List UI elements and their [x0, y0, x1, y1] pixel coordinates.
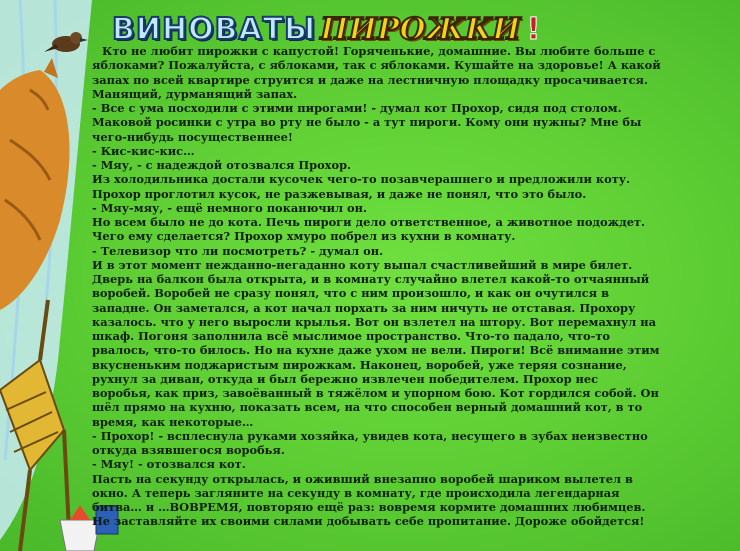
story-line: Прохор проглотил кусок, не разжевывая, и даже не понял, что это было.: [92, 186, 587, 201]
story-line: воробья, как приз, завоёванный в тяжёлом и упорном бою. Кот гордился собой. Он: [92, 386, 659, 400]
story-line: И в этот момент нежданно-негаданно коту выпал счастливейший в мире билет.: [92, 257, 633, 272]
story-line: Из холодильника достали кусочек чего-то позавчерашнего и предложили коту.: [92, 172, 631, 187]
story-line: Кто не любит пирожки с капустой! Горяченькие, домашние. Вы любите больше с: [102, 44, 656, 58]
story-line: шкаф. Погоня заполнила всё мыслимое пространство. Что-то падало, что-то: [92, 329, 611, 343]
title-part-pies: ПИРОЖКИ: [320, 11, 521, 47]
story-line: казалось. что у него выросли крылья. Вот он взлетел на штору. Вот перемахнул на: [92, 314, 656, 329]
story-line: - Прохор! - всплеснула руками хозяйка, увидев кота, несущего в зубах неизвестно: [92, 428, 648, 443]
story-line: - Телевизор что ли посмотреть? - думал он.: [92, 243, 384, 258]
story-line: окно. А теперь загляните на секунду в комнату, где происходила легендарная: [92, 485, 620, 500]
story-line: - Мяу-мяу, - ещё немного поканючил он.: [92, 200, 367, 215]
story-line: - Мяу, - с надеждой отозвался Прохор.: [92, 158, 351, 172]
story-line: - Кис-кис-кис…: [92, 143, 195, 158]
story-line: Пасть на секунду открылась, и оживший внезапно воробей шариком вылетел в: [92, 471, 633, 486]
story-line: Манящий, дурманящий запах.: [92, 86, 298, 101]
story-line: шёл прямо на кухню, показать всем, на что способен верный домашний кот, в то: [92, 400, 643, 415]
story-line: воробей. Воробей не сразу понял, что с ним произошло, и как он очутился в: [92, 286, 609, 301]
story-line: битва… и …ВОВРЕМЯ, повторяю ещё раз: вовремя кормите домашних любимцев.: [92, 500, 646, 514]
story-line: откуда взявшегося воробья.: [92, 443, 285, 457]
story-line: Но всем было не до кота. Печь пироги дело ответственное, а животное подождет.: [92, 215, 645, 229]
story-line: Дверь на балкон была открыта, и в комнату случайно влетел какой-то отчаянный: [92, 272, 650, 286]
story-line: Не заставляйте их своими силами добывать себе пропитание. Дороже обойдется!: [92, 514, 645, 529]
title-part-guilty: ВИНОВАТЫ: [112, 11, 317, 47]
story-line: чего-нибудь посущественнее!: [92, 129, 293, 144]
story-line: Маковой росинки с утра во рту не было - а тут пироги. Кому они нужны? Мне бы: [92, 115, 642, 130]
story-line: время, как некоторые…: [92, 414, 254, 429]
title-exclamation: !: [526, 11, 541, 47]
story-line: рвалось, что-то билось. Но на кухне даже ухом не вели. Пироги! Всё внимание этим: [92, 343, 660, 358]
story-text: [92, 44, 724, 529]
story-line: - Мяу! - отозвался кот.: [92, 457, 246, 472]
story-line: западне. Он заметался, а кот начал порхать за ним ничуть не отставая. Прохору: [92, 300, 636, 315]
story-line: вкусненьким поджаристым пирожкам. Наконец, воробей, уже теряя сознание,: [92, 357, 627, 372]
story-line: - Все с ума посходили с этими пирогами! - думал кот Прохор, сидя под столом.: [92, 101, 622, 115]
story-line: яблоками? Пожалуйста, с яблоками, так с яблоками. Кушайте на здоровье! А какой: [92, 58, 661, 73]
story-line: Чего ему сделается? Прохор хмуро побрел из кухни в комнату.: [92, 229, 516, 244]
story-line: рухнул за диван, откуда и был бережно извлечен победителем. Прохор нес: [92, 371, 599, 386]
story-line: запах по всей квартире струится и даже на лестничную площадку просачивается.: [92, 72, 648, 87]
